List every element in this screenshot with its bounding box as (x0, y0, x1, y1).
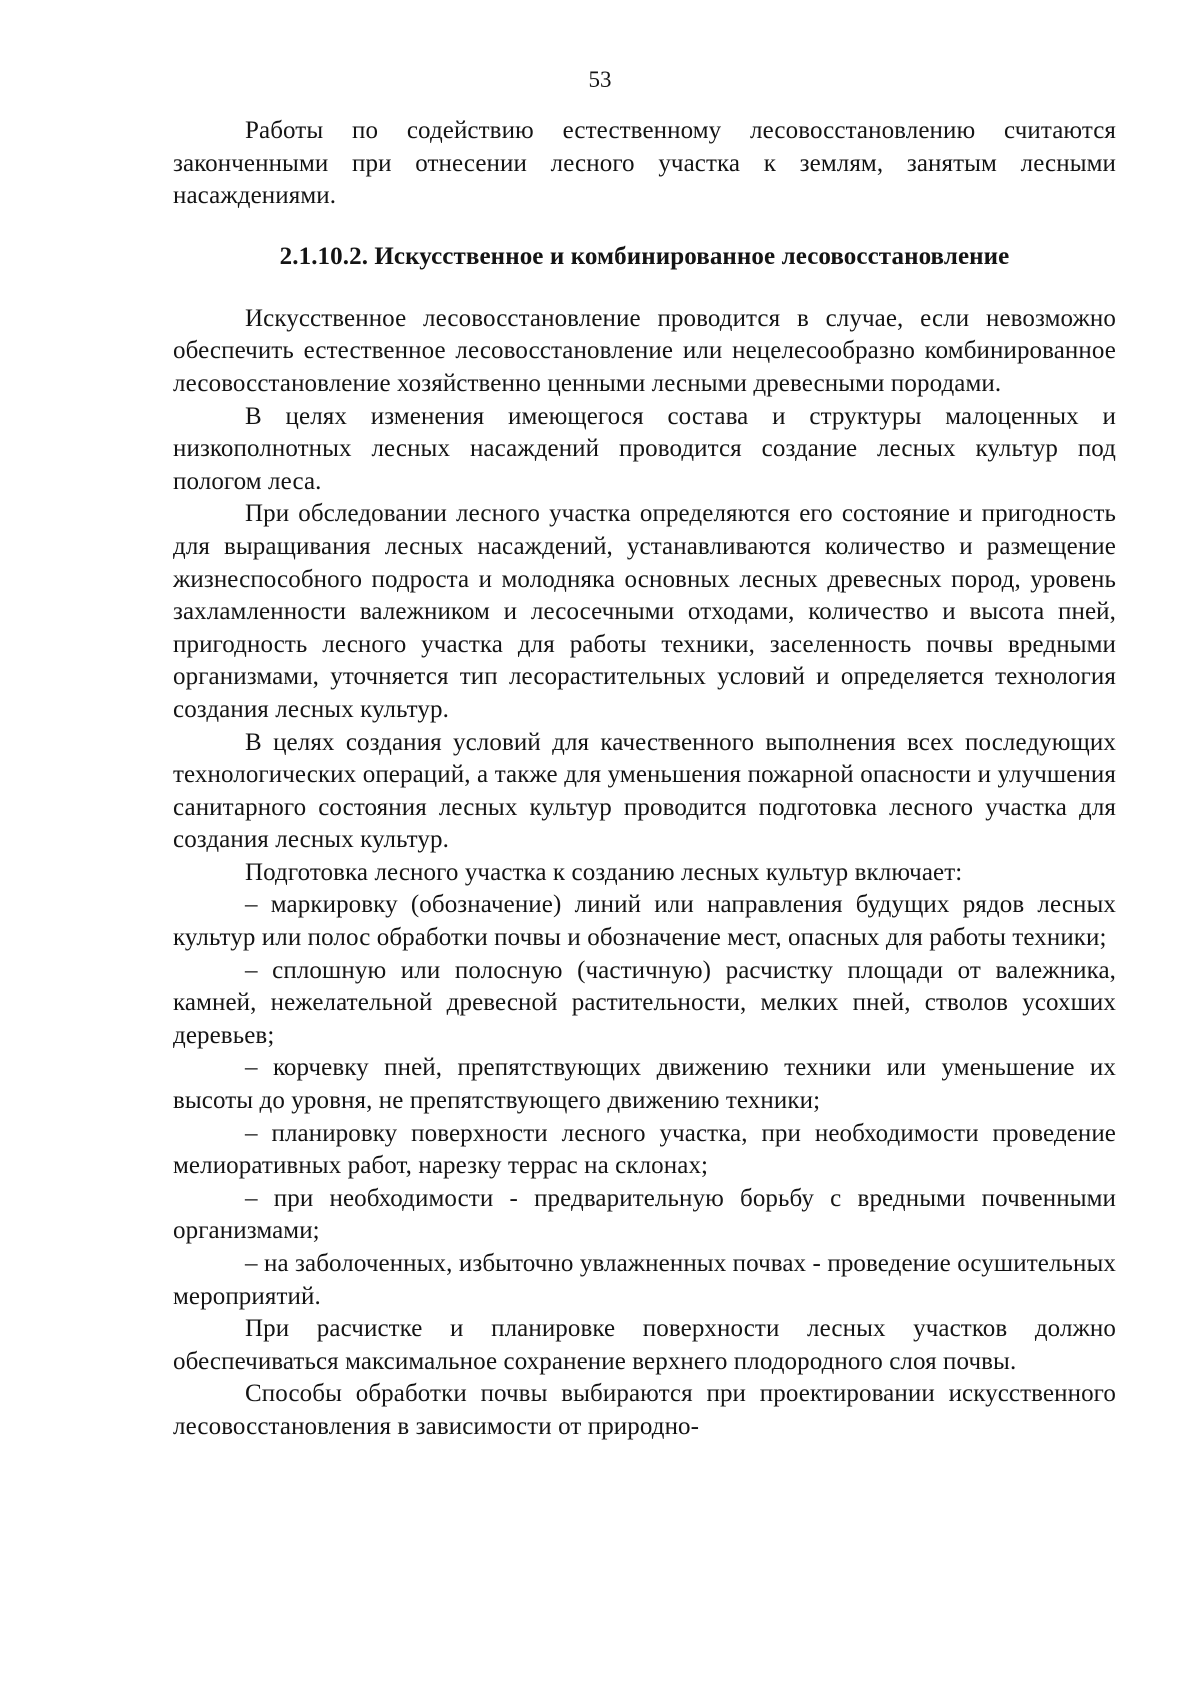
paragraph: Искусственное лесовосстановление проводится в случае, если невозможно обеспечить естественное лесовосстановление или нецелесообразно комбинированное лесовосстановление хозяйственно ценными лесными древесными породами. (173, 304, 1116, 397)
list-item: – планировку поверхности лесного участка, при необходимости проведение мелиоративных работ, нарезку террас на склонах; (173, 1119, 1116, 1180)
list-item: – маркировку (обозначение) линий или направления будущих рядов лесных культур или полос обработки почвы и обозначение мест, опасных для работы техники; (173, 891, 1116, 952)
paragraph: При обследовании лесного участка определяются его состояние и пригодность для выращивания лесных насаждений, устанавливаются количество и размещение жизнеспособного подроста и молодняка основных лесных древесных пород, уровень захламленности валежником и лесосечными отходами, количество и высота пней, пригодность лесного участка для работы техники, заселенность почвы вредными организмами, уточняется тип лесорастительных условий и определяется технология создания лесных культур. (173, 500, 1116, 723)
list-item: – при необходимости - предварительную борьбу с вредными почвенными организмами; (173, 1184, 1116, 1245)
paragraph: В целях создания условий для качественного выполнения всех последующих технологических операций, а также для уменьшения пожарной опасности и улучшения санитарного состояния лесных культур проводится подготовка лесного участка для создания лесных культур. (173, 728, 1116, 854)
list-item: – сплошную или полосную (частичную) расчистку площади от валежника, камней, нежелательной древесной растительности, мелких пней, стволов усохших деревьев; (173, 956, 1116, 1049)
document-body (173, 115, 1116, 1444)
list-item: – на заболоченных, избыточно увлажненных почвах - проведение осушительных мероприятий. (173, 1250, 1116, 1310)
list-item: – корчевку пней, препятствующих движению техники или уменьшение их высоты до уровня, не препятствующего движению техники; (173, 1054, 1116, 1115)
paragraph: При расчистке и планировке поверхности лесных участков должно обеспечиваться максимальное сохранение верхнего плодородного слоя почвы. (173, 1315, 1116, 1375)
paragraph: В целях изменения имеющегося состава и структуры малоценных и низкополнотных лесных насаждений проводится создание лесных культур под пологом леса. (173, 402, 1116, 495)
paragraph: Способы обработки почвы выбираются при проектировании искусственного лесовосстановления в зависимости от природно- (173, 1380, 1116, 1440)
section-heading: 2.1.10.2. Искусственное и комбинированное лесовосстановление (279, 242, 1010, 270)
intro-paragraph: Работы по содействию естественному лесовосстановлению считаются законченными при отнесении лесного участка к землям, занятым лесными насаждениями. (173, 117, 1116, 210)
page-number: 53 (588, 67, 612, 92)
list-intro-paragraph: Подготовка лесного участка к созданию лесных культур включает: (245, 858, 963, 886)
